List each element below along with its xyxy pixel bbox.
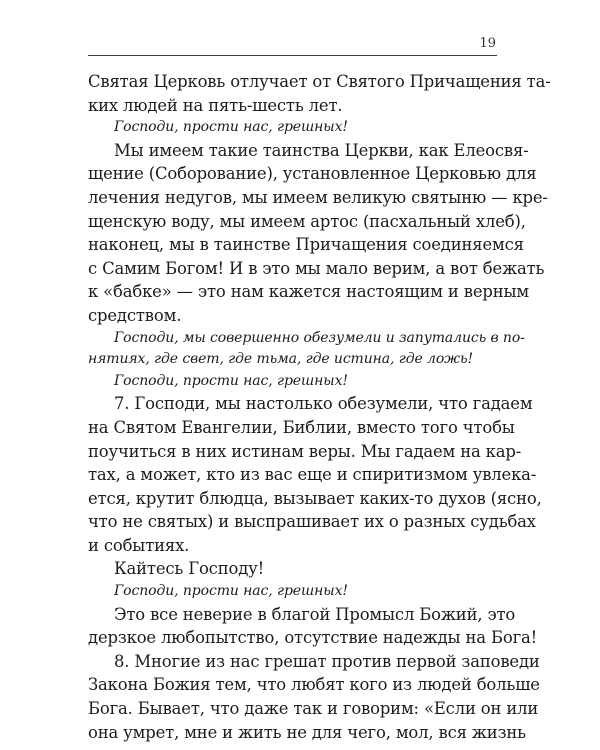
text-line: Кайтесь Господу!: [114, 559, 265, 579]
header-rule: [88, 55, 497, 56]
text-line: Господи, прости нас, грешных!: [114, 372, 348, 389]
text-line: что не святых) и выспрашивает их о разных судьбах: [88, 512, 536, 532]
text-line: дерзкое любопытство, отсутствие надежды на Бога!: [88, 628, 538, 648]
text-line: ких людей на пять-шесть лет.: [88, 95, 343, 115]
text-line: Мы имеем такие таинства Церкви, как Елеосвя-: [114, 140, 529, 160]
text-line: Закона Божия тем, что любят кого из людей больше: [88, 675, 540, 695]
text-line: с Самим Богом! И в это мы мало верим, а вот бежать: [88, 258, 545, 278]
text-line: нятиях, где свет, где тьма, где истина, где ложь!: [88, 351, 474, 368]
text-line: средством.: [88, 305, 182, 325]
text-line: 7. Господи, мы настолько обезумели, что гадаем: [114, 394, 533, 414]
text-line: Господи, мы совершенно обезумели и запутались в по-: [114, 329, 525, 346]
text-line: ется, крутит блюдца, вызывает каких-то духов (ясно,: [88, 488, 542, 508]
text-line: поучиться в них истинам веры. Мы гадаем на кар-: [88, 441, 522, 461]
text-line: и событиях.: [88, 535, 190, 555]
text-line: к «бабке» — это нам кажется настоящим и верным: [88, 282, 529, 302]
text-line: Господи, прости нас, грешных!: [114, 119, 348, 136]
text-line: щенскую воду, мы имеем артос (пасхальный хлеб),: [88, 211, 526, 231]
page-number: 19: [479, 36, 496, 51]
text-line: она умрет, мне и жить не для чего, мол, вся жизнь: [88, 722, 526, 742]
text-line: Святая Церковь отлучает от Святого Причащения та-: [88, 72, 551, 91]
body-text: [88, 70, 551, 744]
text-line: Это все неверие в благой Промысл Божий, это: [114, 604, 516, 624]
text-line: Господи, прости нас, грешных!: [114, 583, 348, 600]
text-line: тах, а может, кто из вас еще и спиритизмом увлека-: [88, 465, 537, 485]
text-line: наконец, мы в таинстве Причащения соединяемся: [88, 235, 524, 255]
text-line: 8. Многие из нас грешат против первой заповеди: [114, 651, 540, 671]
text-line: лечения недугов, мы имеем великую святыню — кре-: [88, 187, 548, 207]
text-line: Бога. Бывает, что даже так и говорим: «Если он или: [88, 699, 539, 719]
text-line: щение (Соборование), установленное Церковью для: [88, 164, 537, 184]
text-line: на Святом Евангелии, Библии, вместо того чтобы: [88, 417, 515, 437]
